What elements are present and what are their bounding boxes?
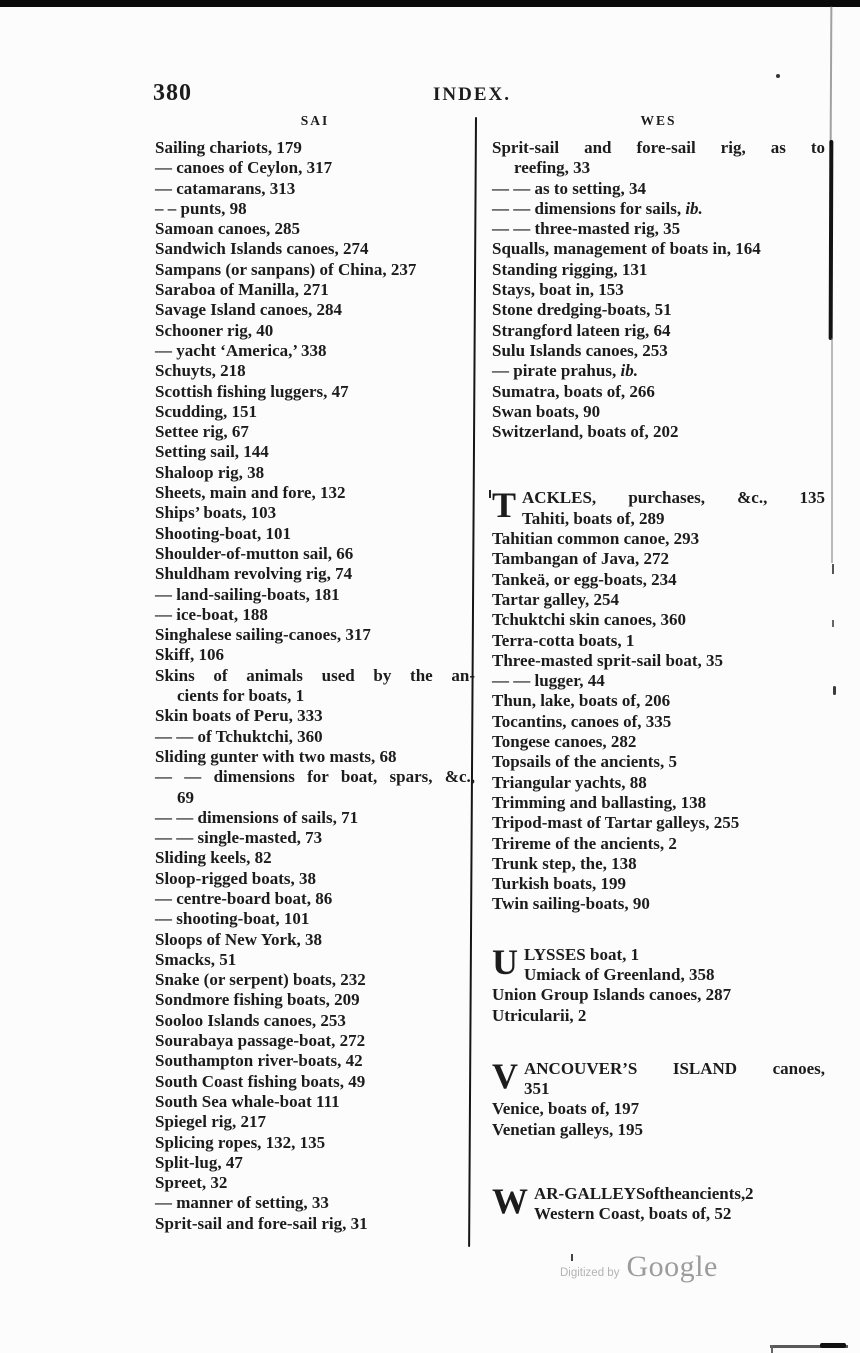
index-entry xyxy=(492,732,825,752)
index-entry-line: LYSSES boat, 1 xyxy=(524,944,640,964)
index-entry xyxy=(155,463,475,483)
index-entry-line: cients for boats, 1 xyxy=(177,686,305,706)
index-entry-line: — — dimensions of sails, 71 xyxy=(155,807,359,827)
index-entry-line: South Coast fishing boats, 49 xyxy=(155,1071,366,1091)
index-entry-line: Sampans (or sanpans) of China, 237 xyxy=(155,259,417,279)
index-entry-line: Sheets, main and fore, 132 xyxy=(155,483,346,503)
index-entry-line: Union Group Islands canoes, 287 xyxy=(492,985,732,1005)
index-entry-line: Stone dredging-boats, 51 xyxy=(492,300,672,320)
index-entry-line: Sprit-sail and fore-sail rig, as to xyxy=(492,138,825,157)
index-entry xyxy=(155,1214,475,1234)
index-entry-line: Trunk step, the, 138 xyxy=(492,853,637,873)
page-number: 380 xyxy=(153,80,192,106)
index-entry-line: Spiegel rig, 217 xyxy=(155,1112,266,1132)
index-entry-line: Sailing chariots, 179 xyxy=(155,138,302,157)
index-entry xyxy=(155,1173,475,1193)
index-entry-line: — — lugger, 44 xyxy=(492,671,605,691)
index-entry xyxy=(492,651,825,671)
index-entry-line: Shuldham revolving rig, 74 xyxy=(155,564,353,584)
index-entry-line: Scottish fishing luggers, 47 xyxy=(155,381,349,401)
index-entry-line: Sliding keels, 82 xyxy=(155,848,272,868)
index-entry-line: Tripod-mast of Tartar galleys, 255 xyxy=(492,813,740,833)
index-entry-line: Splicing ropes, 132, 135 xyxy=(155,1132,326,1152)
index-entry-line: Saraboa of Manilla, 271 xyxy=(155,280,329,300)
index-entry xyxy=(155,138,475,158)
google-logo: Google xyxy=(626,1250,718,1283)
index-entry xyxy=(155,503,475,523)
index-entry-line: — ice-boat, 188 xyxy=(155,604,268,624)
index-entry xyxy=(155,422,475,442)
index-entry xyxy=(155,564,475,584)
index-entry xyxy=(492,894,825,914)
index-entry-line: — — dimensions for sails, ib. xyxy=(492,198,703,218)
scan-artifact-speck xyxy=(776,74,780,78)
index-entry xyxy=(155,747,475,767)
left-column-header: SAI xyxy=(300,113,330,128)
index-entry-line: Sondmore fishing boats, 209 xyxy=(155,990,360,1010)
index-entry-line: – – punts, 98 xyxy=(155,198,247,218)
index-entry xyxy=(155,950,475,970)
index-entry xyxy=(155,808,475,828)
index-entry-line: Sliding gunter with two masts, 68 xyxy=(155,746,397,766)
digitized-by-label: Digitized by xyxy=(560,1267,620,1279)
index-entry-line: Turkish boats, 199 xyxy=(492,874,627,894)
index-entry-line: — — as to setting, 34 xyxy=(492,178,646,198)
index-entry xyxy=(492,422,825,442)
index-entry-line: Strangford lateen rig, 64 xyxy=(492,320,671,340)
scan-artifact-top-edge xyxy=(0,0,860,7)
index-entry-line: — land-sailing-boats, 181 xyxy=(155,584,340,604)
index-entry xyxy=(492,1099,825,1119)
index-entry xyxy=(155,625,475,645)
index-entry-line: Trireme of the ancients, 2 xyxy=(492,833,677,853)
scan-artifact-bottom-smudge xyxy=(771,1345,773,1353)
index-entry xyxy=(492,570,825,590)
index-entry-line: Topsails of the ancients, 5 xyxy=(492,752,677,772)
index-entry-line: Settee rig, 67 xyxy=(155,422,249,442)
index-entry-line: Venetian galleys, 195 xyxy=(492,1119,643,1139)
index-entry xyxy=(492,874,825,894)
index-entry-line: Sloop-rigged boats, 38 xyxy=(155,868,317,888)
index-entry xyxy=(492,854,825,874)
index-entry xyxy=(492,361,825,381)
index-entry-line: Stays, boat in, 153 xyxy=(492,280,624,300)
index-left-column xyxy=(155,138,475,1234)
index-entry xyxy=(492,985,825,1005)
index-entry-line: — — of Tchuktchi, 360 xyxy=(155,726,323,746)
index-entry xyxy=(492,179,825,199)
watermark xyxy=(560,1250,718,1284)
index-entry xyxy=(492,631,825,651)
index-entry-line: Utricularii, 2 xyxy=(492,1005,587,1025)
index-entry-line: Three-masted sprit-sail boat, 35 xyxy=(492,650,724,670)
index-entry-line: — centre-board boat, 86 xyxy=(155,888,333,908)
index-entry-line: — pirate prahus, ib. xyxy=(492,361,638,381)
index-entry xyxy=(155,1133,475,1153)
index-entry xyxy=(492,1181,825,1225)
index-entry xyxy=(155,909,475,929)
section-dropcap: V xyxy=(492,1055,518,1096)
index-entry-line: Tahiti, boats of, 289 xyxy=(522,508,665,528)
index-entry xyxy=(155,483,475,503)
index-entry-line: AR-GALLEYS of the ancients, 2 xyxy=(534,1184,754,1204)
index-entry xyxy=(155,1072,475,1092)
index-entry xyxy=(492,219,825,239)
index-entry-line: Switzerland, boats of, 202 xyxy=(492,422,679,442)
index-entry xyxy=(492,1006,825,1026)
index-entry xyxy=(155,260,475,280)
index-entry xyxy=(492,813,825,833)
index-entry xyxy=(155,828,475,848)
index-entry xyxy=(155,1092,475,1112)
index-entry-line: Squalls, management of boats in, 164 xyxy=(492,239,761,259)
section-dropcap: W xyxy=(492,1181,528,1222)
scan-artifact-speck xyxy=(832,564,834,574)
index-entry-line: 69 xyxy=(177,787,194,807)
index-entry xyxy=(492,321,825,341)
index-entry-line: Tahitian common canoe, 293 xyxy=(492,529,700,549)
index-entry xyxy=(155,970,475,990)
index-entry-line: Ships’ boats, 103 xyxy=(155,503,277,523)
index-entry xyxy=(155,1112,475,1132)
index-entry xyxy=(155,930,475,950)
index-entry xyxy=(155,869,475,889)
index-entry xyxy=(492,610,825,630)
scan-artifact-bottom-smudge xyxy=(820,1343,846,1348)
index-entry-line: reefing, 33 xyxy=(514,158,591,178)
index-entry xyxy=(155,199,475,219)
index-entry xyxy=(492,752,825,772)
index-entry-line: Western Coast, boats of, 52 xyxy=(534,1204,732,1224)
index-entry-line: Triangular yachts, 88 xyxy=(492,772,647,792)
index-entry xyxy=(492,341,825,361)
scan-artifact-speck xyxy=(489,490,491,498)
index-entry-line: Sloops of New York, 38 xyxy=(155,929,323,949)
index-entry-line: Venice, boats of, 197 xyxy=(492,1099,640,1119)
index-entry-line: — yacht ‘America,’ 338 xyxy=(155,340,327,360)
index-entry xyxy=(155,402,475,422)
scan-artifact-speck xyxy=(833,686,836,695)
index-entry xyxy=(155,605,475,625)
scan-artifact-speck xyxy=(832,620,834,627)
index-entry xyxy=(155,179,475,199)
index-entry-line: Skiff, 106 xyxy=(155,645,224,665)
right-column-header: WES xyxy=(640,113,677,128)
index-entry-line: — manner of setting, 33 xyxy=(155,1193,329,1213)
index-entry xyxy=(155,645,475,665)
index-entry xyxy=(155,1193,475,1213)
section-dropcap: T xyxy=(492,485,517,526)
index-entry-line: South Sea whale-boat 111 xyxy=(155,1091,340,1111)
index-entry-line: Sandwich Islands canoes, 274 xyxy=(155,239,369,259)
index-entry xyxy=(155,1051,475,1071)
index-entry xyxy=(492,549,825,569)
index-entry xyxy=(155,1031,475,1051)
index-entry xyxy=(155,219,475,239)
index-entry-line: Samoan canoes, 285 xyxy=(155,219,300,239)
index-entry-line: Shaloop rig, 38 xyxy=(155,462,265,482)
index-entry xyxy=(492,1055,825,1100)
index-entry xyxy=(492,382,825,402)
index-entry xyxy=(155,280,475,300)
index-entry-line: Sooloo Islands canoes, 253 xyxy=(155,1010,346,1030)
index-entry xyxy=(492,138,825,179)
index-entry-line: Tongese canoes, 282 xyxy=(492,732,637,752)
index-entry-line: Standing rigging, 131 xyxy=(492,259,648,279)
index-entry xyxy=(155,1011,475,1031)
index-entry-line: Tankeä, or egg-boats, 234 xyxy=(492,569,677,589)
index-entry xyxy=(492,280,825,300)
index-entry-line: Skins of animals used by the an- xyxy=(155,665,475,685)
index-entry xyxy=(155,848,475,868)
index-entry-line: Schooner rig, 40 xyxy=(155,320,274,340)
index-entry-line: Skin boats of Peru, 333 xyxy=(155,706,323,726)
index-entry-line: Singhalese sailing-canoes, 317 xyxy=(155,625,371,645)
index-right-column xyxy=(492,138,825,1225)
index-entry-line: Spreet, 32 xyxy=(155,1173,228,1193)
index-entry xyxy=(492,834,825,854)
index-entry-line: — — dimensions for boat, spars, &c., xyxy=(155,767,475,787)
index-entry-line: Tambangan of Java, 272 xyxy=(492,549,669,569)
index-entry xyxy=(155,239,475,259)
index-entry xyxy=(155,889,475,909)
scan-artifact-right-line-dark xyxy=(829,140,834,340)
index-entry-line: Swan boats, 90 xyxy=(492,401,601,421)
index-entry-line: Setting sail, 144 xyxy=(155,442,269,462)
index-entry-line: Shooting-boat, 101 xyxy=(155,523,292,543)
index-entry xyxy=(492,691,825,711)
index-entry xyxy=(155,1153,475,1173)
index-entry-line: — — single-masted, 73 xyxy=(155,828,323,848)
index-entry xyxy=(155,990,475,1010)
index-entry-line: ACKLES, purchases, &c., 135 xyxy=(522,488,825,508)
index-entry xyxy=(155,382,475,402)
index-entry xyxy=(155,706,475,726)
index-entry-line: Tchuktchi skin canoes, 360 xyxy=(492,610,686,630)
index-entry-line: Sourabaya passage-boat, 272 xyxy=(155,1031,366,1051)
index-entry-line: Terra-cotta boats, 1 xyxy=(492,630,635,650)
index-entry-line: Shoulder-of-mutton sail, 66 xyxy=(155,543,354,563)
index-entry-line: Split-lug, 47 xyxy=(155,1152,243,1172)
index-entry-line: Umiack of Greenland, 358 xyxy=(524,964,715,984)
index-entry-line: Scudding, 151 xyxy=(155,401,258,421)
index-entry-line: — shooting-boat, 101 xyxy=(155,909,310,929)
index-entry xyxy=(155,666,475,707)
index-entry xyxy=(155,158,475,178)
index-entry-line: Sprit-sail and fore-sail rig, 31 xyxy=(155,1213,368,1233)
index-entry xyxy=(492,300,825,320)
scan-artifact-right-line-upper xyxy=(830,6,833,146)
index-entry xyxy=(155,442,475,462)
index-entry-line: Sumatra, boats of, 266 xyxy=(492,381,655,401)
index-entry-line: Thun, lake, boats of, 206 xyxy=(492,691,671,711)
index-entry xyxy=(155,321,475,341)
index-entry-line: Tocantins, canoes of, 335 xyxy=(492,711,672,731)
index-entry xyxy=(492,260,825,280)
section-dropcap: U xyxy=(492,941,518,982)
index-entry xyxy=(492,590,825,610)
index-entry xyxy=(492,239,825,259)
index-entry xyxy=(492,773,825,793)
index-entry xyxy=(492,485,825,529)
index-entry-line: Savage Island canoes, 284 xyxy=(155,300,343,320)
index-entry-line: — — three-masted rig, 35 xyxy=(492,219,681,239)
index-entry xyxy=(155,585,475,605)
index-entry xyxy=(492,941,825,986)
index-entry xyxy=(155,767,475,808)
page-title: INDEX. xyxy=(433,84,511,105)
index-entry xyxy=(155,300,475,320)
index-entry-line: — catamarans, 313 xyxy=(155,178,296,198)
index-entry-line: 351 xyxy=(524,1079,550,1099)
index-entry-line: Southampton river-boats, 42 xyxy=(155,1051,363,1071)
index-entry-line: Smacks, 51 xyxy=(155,949,237,969)
index-entry xyxy=(492,793,825,813)
index-entry xyxy=(155,544,475,564)
index-entry xyxy=(492,1120,825,1140)
index-entry-line: — canoes of Ceylon, 317 xyxy=(155,158,333,178)
index-entry-line: Twin sailing-boats, 90 xyxy=(492,894,650,914)
index-entry-line: Trimming and ballasting, 138 xyxy=(492,792,707,812)
index-entry xyxy=(155,727,475,747)
index-entry xyxy=(155,524,475,544)
index-entry xyxy=(492,529,825,549)
index-entry xyxy=(492,402,825,422)
index-entry xyxy=(492,671,825,691)
index-entry xyxy=(155,341,475,361)
index-entry-line: Sulu Islands canoes, 253 xyxy=(492,340,668,360)
index-entry xyxy=(492,199,825,219)
index-entry-line: ANCOUVER’S ISLAND canoes, xyxy=(524,1058,825,1078)
index-entry xyxy=(492,712,825,732)
index-entry-line: Snake (or serpent) boats, 232 xyxy=(155,970,366,990)
index-entry-line: Tartar galley, 254 xyxy=(492,589,620,609)
scan-artifact-right-line-lower xyxy=(831,338,833,563)
index-entry xyxy=(155,361,475,381)
index-entry-line: Schuyts, 218 xyxy=(155,361,246,381)
